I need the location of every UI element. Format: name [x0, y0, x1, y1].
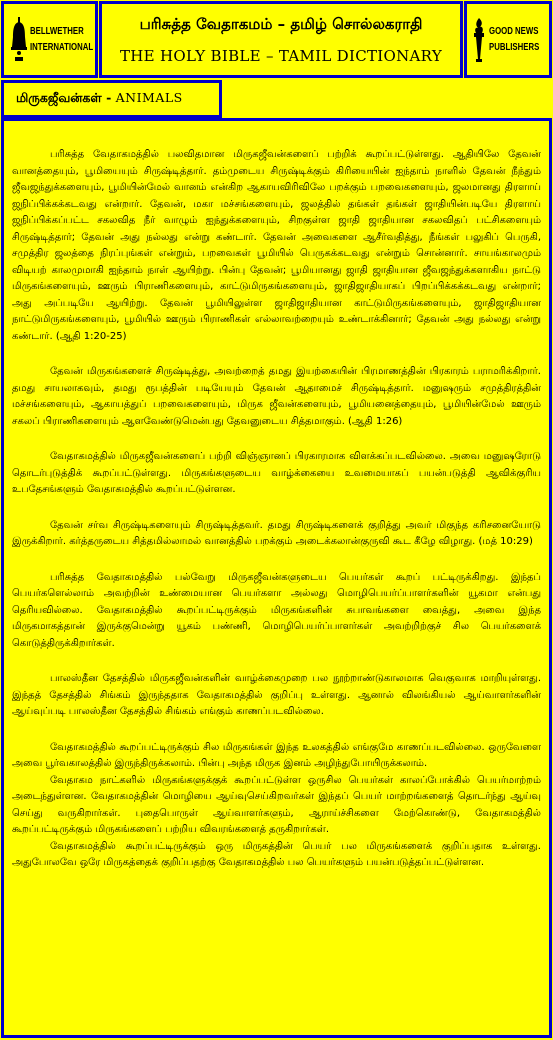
section-title	[16, 90, 183, 107]
bell-icon	[10, 17, 28, 63]
section-title-tamil: மிருகஜீவன்கள்	[16, 90, 102, 105]
paragraph: வேதாகமத்தில் கூறப்பட்டிருக்கும் சில மிருகங்கள் இந்த உலகத்தில் எங்குமே காணப்படவில்லை. ஒருவேளை அவை பூர்வகாலத்தில் இருந்திருக்கலாம். பின்பு அந்த மிருக இனம் அழிந்துபோயிருக்கலாம்.	[12, 741, 541, 769]
paragraph: வேதாகம நாட்களில் மிருகங்களுக்குக் கூறப்பட்டுள்ள ஒருசில பெயர்கள் காலப்போக்கில் பெயர்மாற்றம் அடைந்துள்ளன. வேதாகமத்தின் மொழியை ஆய்வுசெய்கிறவர்கள் இந்தப் பெயர் மாற்றங்களைத் தொடர்ந்து ஆய்வு செய்து வருகிறார்கள். புதைபொருள் ஆய்வாளர்களும், ஆராய்ச்சிகளை மேற்கொண்டு, வேதாகமத்தில் கூறப்பட்டிருக்கும் மிருகங்களைப் பற்றிய விவரங்களைத் தருகிறார்கள்.	[12, 774, 541, 835]
paragraph: வேதாகமத்தில் மிருகஜீவன்களைப் பற்றி விஞ்ஞானப் பிரகாரமாக விளக்கப்படவில்லை. அவை மனுஷரோடு தொடர்புடுத்திக் கூறப்பட்டுள்ளது. மிருகங்களுடைய வாழ்க்கையை உவமையாகப் பயன்படுத்தி ஆவிக்குரிய உபதேசங்களும் வேதாகமத்தில் கூறப்பட்டுள்ளன.	[12, 451, 541, 495]
title-box	[99, 1, 463, 78]
paragraph: பரிசுத்த வேதாகமத்தில் பலவிதமான மிருகஜீவன்களைப் பற்றிக் கூறப்பட்டுள்ளது. ஆதியிலே தேவன் வானத்தையும், பூமியையும் சிருஷ்டித்தார். தம்முடைய சிருஷ்டிக்கும் கிரியையின் ஐந்தாம் நாளில் தேவன் நீந்தும் ஜீவஜந்துக்களையும், பூமியின்மேல் வானம் என்கிற ஆகாயவிரிவிலே பறக்கும் பறவைகளையும், ஜலமானது திரளாய் ஜநிப்பிக்கக்கடவது என்றார். தேவன், மகா மச்சங்களையும், ஜலத்தில் தங்கள் தங்கள் ஜாதியின்படியே திரளாய் ஜநிப்பிக்கப்பட்ட சகலவித நீர் வாழும் ஐந்துக்களையும், சிறகுள்ள ஜாதி ஜாதியான சகலவிதப் பட்சிகளையும் சிருஷ்டித்தார்; தேவன் அது நல்லது என்று கண்டார். தேவன் அவைகளை ஆசீர்வதித்து, நீங்கள் பலுகிப் பெருகி, சமுத்திர ஜலத்தை நிரப்புங்கள் என்றும், பறவைகள் பூமியில் பெருகக்கடவது என்றும் சொன்னார். சாயங்காலமும் விடியற் காலமுமாகி ஐந்தாம் நாள் ஆயிற்று. பின்பு தேவன்; பூமியானது ஜாதி ஜாதியான ஜீவஜந்துக்களாகிய நாட்டு மிருகங்களையும், ஊரும் பிராணிகளையும், காட்டுமிருகங்களையும், ஜாதிஜாதியாகப் பிறப்பிக்கக்கடவது என்றார்; அது அப்படியே ஆயிற்று. தேவன் பூமியிலுள்ள ஜாதிஜாதியான காட்டுமிருகங்களையும், ஜாதிஜாதியான நாட்டுமிருகங்களையும், பூமியில் ஊரும் பிராணிகள் எல்லாவற்றையும் உண்டாக்கினார்; தேவன் அது நல்லது என்று கண்டார். (ஆதி 1:20-25)	[12, 149, 541, 342]
paragraph: பரிசுத்த வேதாகமத்தில் பல்வேறு மிருகஜீவன்களுடைய பெயர்கள் கூறப் பட்டிருக்கிறது. இந்தப் பெயர்களெல்லாம் அவற்றின் உண்மையான பெயர்களா அல்லது மொழிபெயர்ப்பாளர்களின் யூகமா என்பது தெரியவில்லை. வேதாகமத்தில் கூறப்பட்டிருக்கும் மிருகங்களின் சுபாவங்களை வைத்து, அவை இந்த மிருகமாகத்தான் இருக்குமென்று யூகம் பண்ணி, மொழிபெயர்ப்பாளர்கள் அவற்றிற்குச் சில பெயர்களைக் கொடுத்திருக்கிறார்கள்.	[12, 571, 541, 649]
section-title-box	[1, 80, 222, 118]
paragraph: வேதாகமத்தில் கூறப்பட்டிருக்கும் ஒரு மிருகத்தின் பெயர் பல மிருகங்களைக் குறிப்பதாக உள்ளது. அதுபோலவே ஒரே மிருகத்தைக் குறிப்பதற்கு வேதாகமத்தில் பல பெயர்களும் பயன்படுத்தப்பட்டுள்ளன.	[12, 840, 541, 868]
title-tamil: பரிசுத்த வேதாகமம் – தமிழ் சொல்லகராதி	[139, 15, 423, 33]
torch-icon	[471, 17, 487, 63]
good-news-logo-text: GOOD NEWS PUBLISHERS	[489, 25, 540, 53]
bellwether-logo-text: BELLWETHER INTERNATIONAL	[30, 25, 94, 53]
title-english: THE HOLY BIBLE – TAMIL DICTIONARY	[119, 47, 443, 65]
paragraph: தேவன் மிருகங்களைச் சிருஷ்டித்து, அவற்றைத் தமது இயற்கையின் பிரமாணத்தின் பிரகாரம் பராமரிக்கிறார். தமது சாயலாகவும், தமது ரூபத்தின் படியேயும் தேவன் ஆதாமைச் சிருஷ்டித்தார். மனுஷரும் சமுத்திரத்தின் மச்சங்களையும், ஆகாயத்துப் பறவைகளையும், மிருக ஜீவன்களையும், பூமியனைத்தையும், பூமியின்மேல் ஊரும் சகலப் பிராணிகளையும் ஆளவேண்டுமென்பது தேவனுடைய சித்தமாகும். (ஆதி 1:26)	[12, 366, 541, 427]
section-title-english: ANIMALS	[115, 90, 183, 105]
article-content	[12, 147, 541, 872]
paragraph: பாலஸ்தீன தேசத்தில் மிருகஜீவன்களின் வாழ்க்கைமுறை பல நூற்றாண்டுகாலமாக வெகுவாக மாறியுள்ளது. இந்தத் தேசத்தில் சிங்கம் இருந்ததாக வேதாகமத்தில் குறிப்பு உள்ளது. ஆனால் விலங்கியல் ஆய்வாளர்களின் ஆய்வுப்படி பாலஸ்தீன தேசத்தில் சிங்கம் எங்கும் காணப்படவில்லை.	[12, 673, 541, 717]
good-news-logo-box	[464, 1, 552, 78]
article-body	[1, 118, 552, 1038]
section-title-separator: -	[106, 90, 112, 105]
bellwether-logo-box	[1, 1, 98, 78]
paragraph: தேவன் சர்வ சிருஷ்டிகளையும் சிருஷ்டித்தவர். தமது சிருஷ்டிகளைக் குறித்து அவர் மிகுந்த கரிசனையோடு இருக்கிறார். கர்த்தருடைய சித்தமில்லாமல் வானத்தில் பறக்கும் அடைக்கலான்குருவி கூட கீழே விழாது. (மத் 10:29)	[12, 519, 541, 547]
